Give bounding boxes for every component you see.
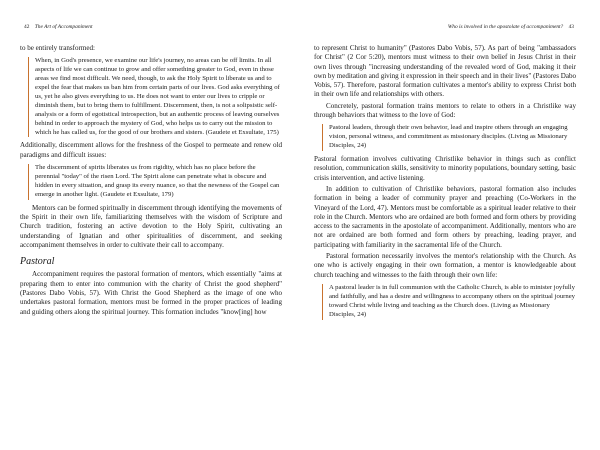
paragraph: In addition to cultivation of Christlike behaviors, pastoral formation also includes formation in being a leader of community prayer and preaching (Co-Workers in the Vineyard of the Lord, 47). Mentors must be comfortable as a spiritual leader relative to their role in the Church. Mentors who are ordained are both formed and form others by providing access to the sacraments in the apostolate of accompaniment. Additionally, mentors who are not are ordained are both formed and form others by preaching, leading prayer, and participating with familiarity in the sacramental life of the Church.: [314, 184, 576, 249]
block-quote: [28, 57, 282, 137]
quote-text: Pastoral leaders, through their own behavior, lead and inspire others through an engaging vision, personal witness, and commitment as missionary disciples. (Living as Missionary Disciples, 24): [329, 124, 568, 150]
right-running-title: Who is involved in the apostolate of accompaniment?: [447, 24, 564, 30]
paragraph: Pastoral formation involves cultivating Christlike behavior in things such as conflict resolution, communication skills, sensitivity to minority populations, boundary setting, basic crisis intervention, and active listening.: [314, 155, 576, 182]
quote-text: A pastoral leader is in full communion with the Catholic Church, is able to minister joyfully and faithfully, and has a desire and willingness to accompany others on the spiritual journey toward Christ while living and teaching as the Church does. (Living as Missionary Disciples, 24): [329, 283, 576, 318]
block-quote: [28, 164, 282, 200]
paragraph: Accompaniment requires the pastoral formation of mentors, which essentially "aims at preparing them to enter into communion with the charity of Christ the good shepherd" (Pastores Dabo Vobis, 57). With Christ the Good Shepherd as the image of one who undertakes pastoral formation, mentors must be formed in the proper practices of leading and guiding others along the spiritual journey. This formation includes "know[ing] how: [20, 270, 282, 316]
paragraph: to represent Christ to humanity" (Pastores Dabo Vobis, 57). As part of being "ambassadors for Christ" (2 Cor 5:20), mentors must witness to their own belief in Jesus Christ in their own lives through "increasing understanding of the revealed word of God, making it their own by meditation and giving it expression in their speech and in their lives" (Pastores Dabo Vobis, 57). Therefore, pastoral formation cultivates a mentor's ability to express Christ both in their own life and relationships with others.: [314, 44, 576, 99]
left-running-head: [20, 24, 93, 30]
paragraph: Pastoral formation necessarily involves the mentor's relationship with the Church. As one who is actively engaging in their own formation, a mentor is knowledgeable about church teaching and witnesses to the faith through their own life:: [314, 252, 576, 279]
paragraph: Additionally, discernment allows for the freshness of the Gospel to permeate and renew old paradigms and difficult issues:: [20, 141, 282, 159]
paragraph: Concretely, pastoral formation trains mentors to relate to others in a Christlike way through behaviors that witness to the love of God:: [314, 101, 576, 120]
intro-line: to be entirely transformed:: [20, 44, 95, 52]
paragraph: Mentors can be formed spiritually in discernment through identifying the movements of the Spirit in their own life, familiarizing themselves with the wisdom of Scripture and Church tradition, fostering an active devotion to the Holy Spirit, cultivating an understanding of Ignatian and other spiritualities of discernment, and seeking accompaniment themselves in order to cultivate their call to accompany.: [20, 203, 282, 249]
right-page-number: 43: [568, 24, 574, 30]
right-page-body: [314, 44, 576, 324]
right-running-head: [448, 24, 578, 30]
left-page-body: [20, 44, 282, 317]
right-page: [300, 0, 600, 450]
quote-text: The discernment of spirits liberates us from rigidity, which has no place before the perennial "today" of the risen Lord. The Spirit alone can penetrate what is obscure and hidden in every situation, and grasp its every nuance, so that the newness of the Gospel can emerge in another light. (Gaudete et Exsultate, 179): [35, 164, 280, 198]
left-page-number: 42: [24, 24, 30, 30]
block-quote: [322, 124, 576, 151]
block-quote: [322, 284, 576, 320]
quote-text: When, in God's presence, we examine our life's journey, no areas can be off limits. In all aspects of life we can continue to grow and offer something greater to God, even in those areas we find most difficult. We need, though, to ask the Holy Spirit to liberate us and to expel the fear that makes us ban him from certain parts of our lives. God asks everything of us, yet he also gives everything to us. He does not want to enter our lives to cripple or diminish them, but to bring them to fulfillment. Discernment, then, is not a solipsistic self-analysis or a form of egotistical introspection, but an authentic process of leaving ourselves behind in order to approach the mystery of God, who helps us to carry out the mission to which he has called us, for the good of our brothers and sisters. (Gaudete et Exsultate, 175): [35, 57, 280, 136]
section-heading: Pastoral: [20, 256, 55, 268]
left-running-title: The Art of Accompaniment: [34, 24, 93, 30]
